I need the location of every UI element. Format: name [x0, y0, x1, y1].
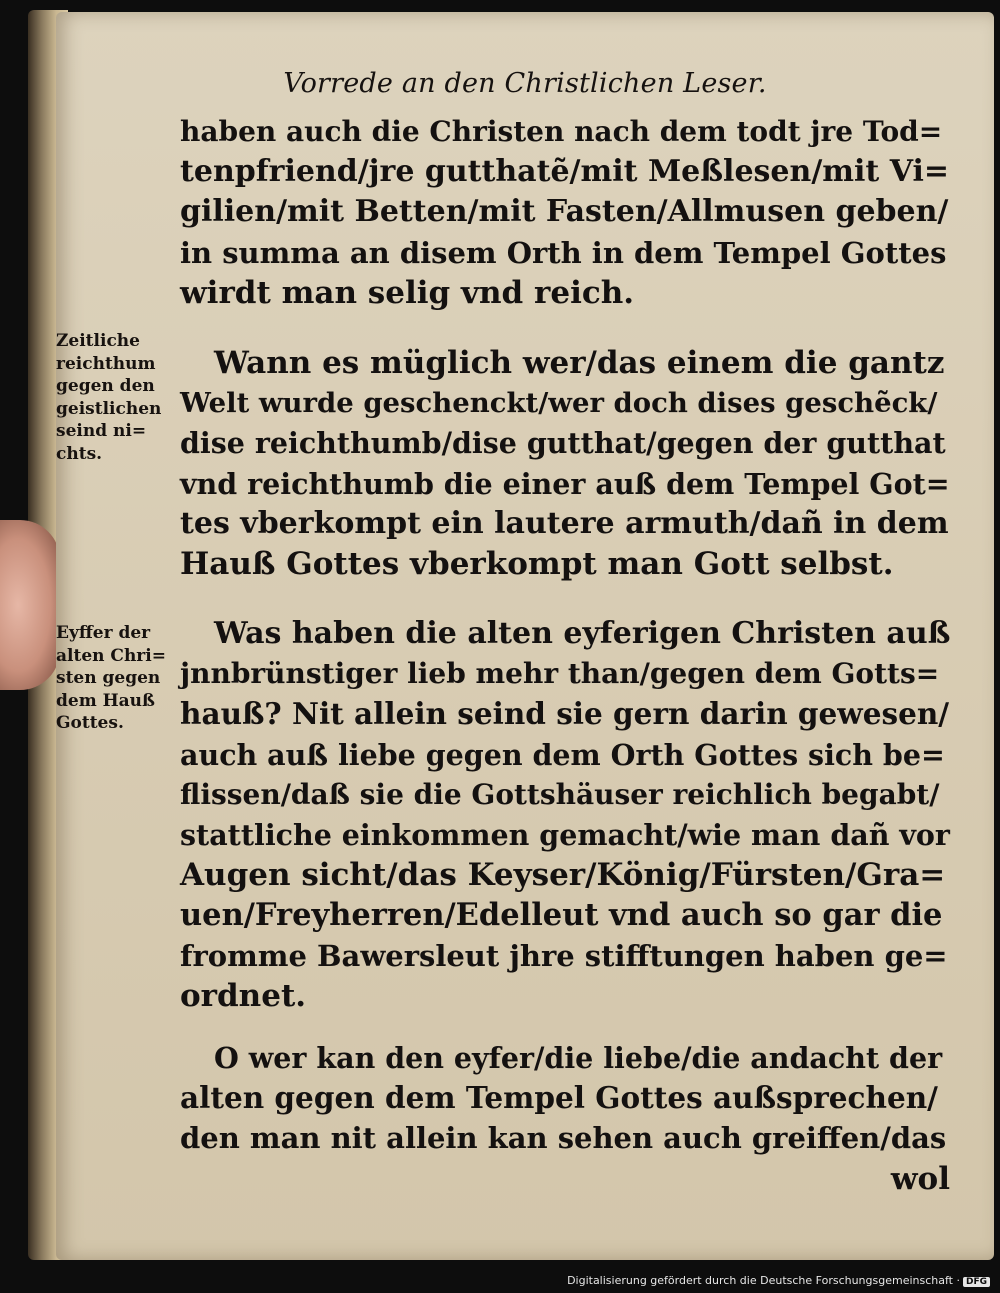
digitization-credit	[567, 1274, 990, 1287]
margin-note-line: alten Chri=	[56, 645, 166, 666]
text-line: hauß? Nit allein seind sie gern darin gewesen/	[180, 696, 950, 732]
text-line: tenpfriend/jre gutthatẽ/mit Meßlesen/mit Vi=	[180, 154, 949, 190]
text-line: auch auß liebe gegen dem Orth Gottes sich be=	[180, 737, 945, 772]
paragraph-1	[180, 112, 950, 313]
margin-note-line: dem Hauß	[56, 690, 155, 711]
paragraph-2	[180, 343, 950, 584]
text-line: stattliche einkommen gemacht/wie man dañ vor	[180, 818, 950, 852]
credit-text: Digitalisierung gefördert durch die Deutsche Forschungsgemeinschaft ·	[567, 1274, 960, 1287]
text-line: O wer kan den eyfer/die liebe/die andacht der	[214, 1040, 943, 1075]
text-line: dise reichthumb/dise gutthat/gegen der gutthat	[180, 426, 946, 461]
text-line: Hauß Gottes vberkompt man Gott selbst.	[180, 545, 894, 582]
paragraph-3	[180, 614, 950, 1016]
text-line: Was haben die alten eyferigen Christen auß	[214, 616, 951, 652]
text-line: vnd reichthumb die einer auß dem Tempel Got=	[180, 466, 950, 501]
text-line: Welt wurde geschenckt/wer doch dises geschẽck/	[180, 387, 938, 420]
margin-note-line: sten gegen	[56, 668, 161, 688]
margin-note-line: seind ni=	[56, 421, 147, 441]
text-line: Augen sicht/das Keyser/König/Fürsten/Gra=	[180, 857, 946, 894]
text-line: jnnbrünstiger lieb mehr than/gegen dem Gotts=	[180, 657, 940, 691]
margin-note-line: geistlichen	[56, 398, 162, 419]
margin-note-line: Eyffer der	[56, 623, 151, 643]
text-line: flissen/daß sie die Gottshäuser reichlich begabt/	[180, 777, 940, 811]
paragraph-4	[180, 1038, 950, 1199]
main-text	[180, 112, 950, 1199]
running-header: Vorrede an den Christlichen Leser.	[283, 68, 767, 99]
text-line: den man nit allein kan sehen auch greiffen/das	[180, 1121, 947, 1156]
book-page	[56, 12, 994, 1260]
text-line: uen/Freyherren/Edelleut vnd auch so gar die	[180, 897, 943, 934]
text-line: tes vberkompt ein lautere armuth/dañ in dem	[180, 505, 949, 541]
text-line: Wann es müglich wer/das einem die gantz	[214, 344, 945, 381]
thumb	[0, 520, 60, 690]
dfg-logo: DFG	[963, 1277, 990, 1287]
text-line: gilien/mit Betten/mit Fasten/Allmusen geben/	[180, 194, 949, 230]
text-line: fromme Bawersleut jhre stifftungen haben ge=	[180, 938, 948, 973]
margin-note-2	[56, 622, 168, 735]
margin-note-line: gegen den	[56, 376, 155, 396]
margin-note-line: Gottes.	[56, 713, 124, 733]
text-line: wirdt man selig vnd reich.	[180, 274, 635, 311]
text-line: haben auch die Christen nach dem todt jre Tod=	[180, 115, 943, 148]
text-line: ordnet.	[180, 977, 307, 1014]
text-line: alten gegen dem Tempel Gottes außsprechen/	[180, 1080, 938, 1116]
text-line: in summa an disem Orth in dem Tempel Gottes	[180, 235, 947, 270]
margin-note-line: reichthum	[56, 353, 156, 374]
catchword: wol	[890, 1160, 950, 1197]
margin-note-line: Zeitliche	[56, 331, 140, 351]
margin-note-1	[56, 330, 168, 465]
margin-note-line: chts.	[56, 443, 103, 464]
